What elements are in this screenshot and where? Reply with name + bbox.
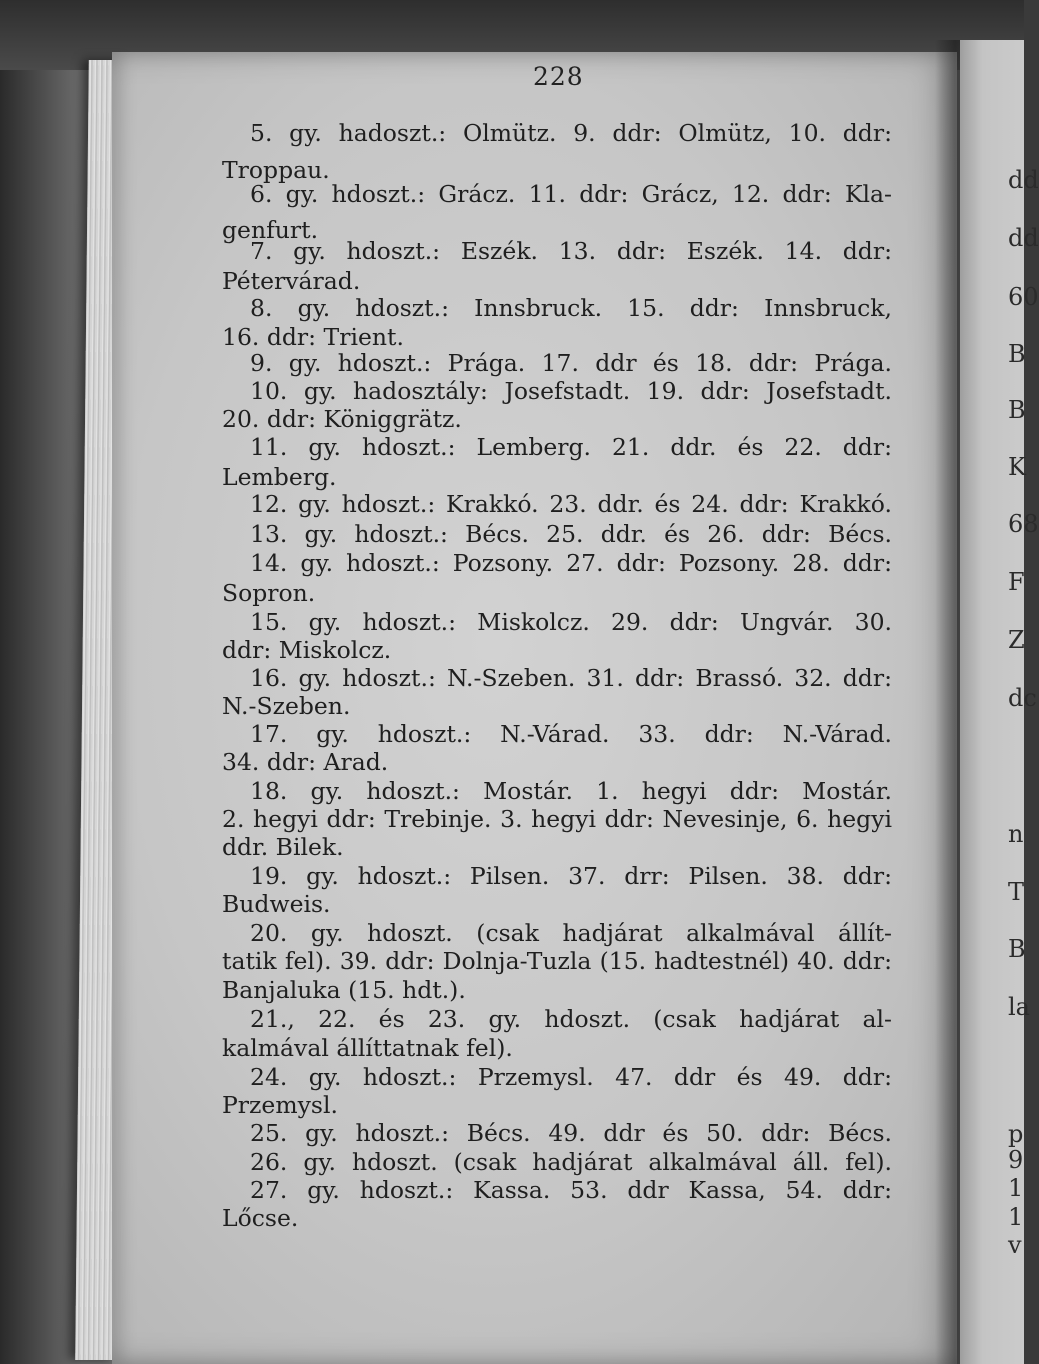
text-line: 20. ddr: Königgrätz. bbox=[222, 405, 462, 433]
text-line: 24. gy. hdoszt.: Przemysl. 47. ddr és 49. ddr: bbox=[250, 1063, 892, 1091]
text-line: 9. gy. hdoszt.: Prága. 17. ddr és 18. ddr: Prága. bbox=[250, 349, 892, 377]
facing-page-fragment: dd bbox=[1008, 166, 1039, 194]
text-line: 25. gy. hdoszt.: Bécs. 49. ddr és 50. ddr: Bécs. bbox=[250, 1119, 892, 1147]
facing-page-fragment: B bbox=[1008, 935, 1026, 963]
facing-page-fragment: 60 bbox=[1008, 283, 1039, 311]
text-line: 34. ddr: Arad. bbox=[222, 748, 389, 776]
text-line: Budweis. bbox=[222, 890, 331, 918]
facing-page-fragment: p bbox=[1008, 1120, 1024, 1148]
text-line: 15. gy. hdoszt.: Miskolcz. 29. ddr: Ungvár. 30. bbox=[250, 608, 892, 636]
page-number: 228 bbox=[533, 62, 584, 91]
text-line: Lőcse. bbox=[222, 1204, 299, 1232]
text-line: Troppau. bbox=[222, 156, 330, 184]
facing-page-fragment: B bbox=[1008, 396, 1026, 424]
text-line: 14. gy. hdoszt.: Pozsony. 27. ddr: Pozsony. 28. ddr: bbox=[250, 549, 892, 577]
text-line: 27. gy. hdoszt.: Kassa. 53. ddr Kassa, 54. ddr: bbox=[250, 1176, 892, 1204]
text-line: N.-Szeben. bbox=[222, 692, 351, 720]
facing-page-fragment: 9 bbox=[1008, 1146, 1024, 1174]
text-line: genfurt. bbox=[222, 216, 319, 244]
facing-page-fragment: B bbox=[1008, 340, 1026, 368]
text-line: 2. hegyi ddr: Trebinje. 3. hegyi ddr: Nevesinje, 6. hegyi bbox=[222, 805, 892, 833]
facing-page-fragment: K bbox=[1008, 453, 1026, 481]
facing-page-fragment: dd bbox=[1008, 224, 1039, 252]
text-line: 21., 22. és 23. gy. hdoszt. (csak hadjárat al- bbox=[250, 1005, 892, 1033]
facing-page-fragment: la bbox=[1008, 993, 1030, 1021]
text-line: 19. gy. hdoszt.: Pilsen. 37. drr: Pilsen. 38. ddr: bbox=[250, 862, 892, 890]
text-line: 17. gy. hdoszt.: N.-Várad. 33. ddr: N.-Várad. bbox=[250, 720, 892, 748]
facing-page-fragment: T bbox=[1008, 878, 1025, 906]
text-line: ddr: Miskolcz. bbox=[222, 636, 392, 664]
text-line: 7. gy. hdoszt.: Eszék. 13. ddr: Eszék. 14. ddr: bbox=[250, 237, 892, 265]
facing-page-fragment: v bbox=[1008, 1231, 1022, 1259]
text-line: Banjaluka (15. hdt.). bbox=[222, 976, 466, 1004]
text-line: Pétervárad. bbox=[222, 267, 361, 295]
text-line: 12. gy. hdoszt.: Krakkó. 23. ddr. és 24. ddr: Krakkó. bbox=[250, 490, 892, 518]
text-line: 5. gy. hadoszt.: Olmütz. 9. ddr: Olmütz, 10. ddr: bbox=[250, 119, 892, 147]
text-line: Lemberg. bbox=[222, 463, 337, 491]
facing-page-fragment: Z bbox=[1008, 626, 1025, 654]
facing-page-fragment: dc bbox=[1008, 684, 1037, 712]
facing-page-fragment: 68 bbox=[1008, 510, 1039, 538]
text-line: Przemysl. bbox=[222, 1091, 338, 1119]
text-line: 13. gy. hdoszt.: Bécs. 25. ddr. és 26. ddr: Bécs. bbox=[250, 520, 892, 548]
text-line: 8. gy. hdoszt.: Innsbruck. 15. ddr: Innsbruck, bbox=[250, 294, 892, 322]
text-line: ddr. Bilek. bbox=[222, 833, 344, 861]
facing-page-fragment: n bbox=[1008, 820, 1024, 848]
text-line: 16. ddr: Trient. bbox=[222, 323, 404, 351]
text-line: kalmával állíttatnak fel). bbox=[222, 1034, 513, 1062]
text-line: tatik fel). 39. ddr: Dolnja-Tuzla (15. hadtestnél) 40. ddr: bbox=[222, 947, 892, 975]
facing-page-fragment: F bbox=[1008, 568, 1025, 596]
text-line: 11. gy. hdoszt.: Lemberg. 21. ddr. és 22. ddr: bbox=[250, 433, 892, 461]
text-line: 26. gy. hdoszt. (csak hadjárat alkalmával áll. fel). bbox=[250, 1148, 892, 1176]
facing-page-fragment: 1 bbox=[1008, 1174, 1024, 1202]
text-line: Sopron. bbox=[222, 579, 316, 607]
text-line: 18. gy. hdoszt.: Mostár. 1. hegyi ddr: Mostár. bbox=[250, 777, 892, 805]
text-line: 6. gy. hdoszt.: Grácz. 11. ddr: Grácz, 12. ddr: Kla- bbox=[250, 180, 892, 208]
text-line: 10. gy. hadosztály: Josefstadt. 19. ddr: Josefstadt. bbox=[250, 377, 892, 405]
text-line: 20. gy. hdoszt. (csak hadjárat alkalmával állít- bbox=[250, 919, 892, 947]
facing-page-fragment: 1 bbox=[1008, 1203, 1024, 1231]
text-line: 16. gy. hdoszt.: N.-Szeben. 31. ddr: Brassó. 32. ddr: bbox=[250, 664, 892, 692]
